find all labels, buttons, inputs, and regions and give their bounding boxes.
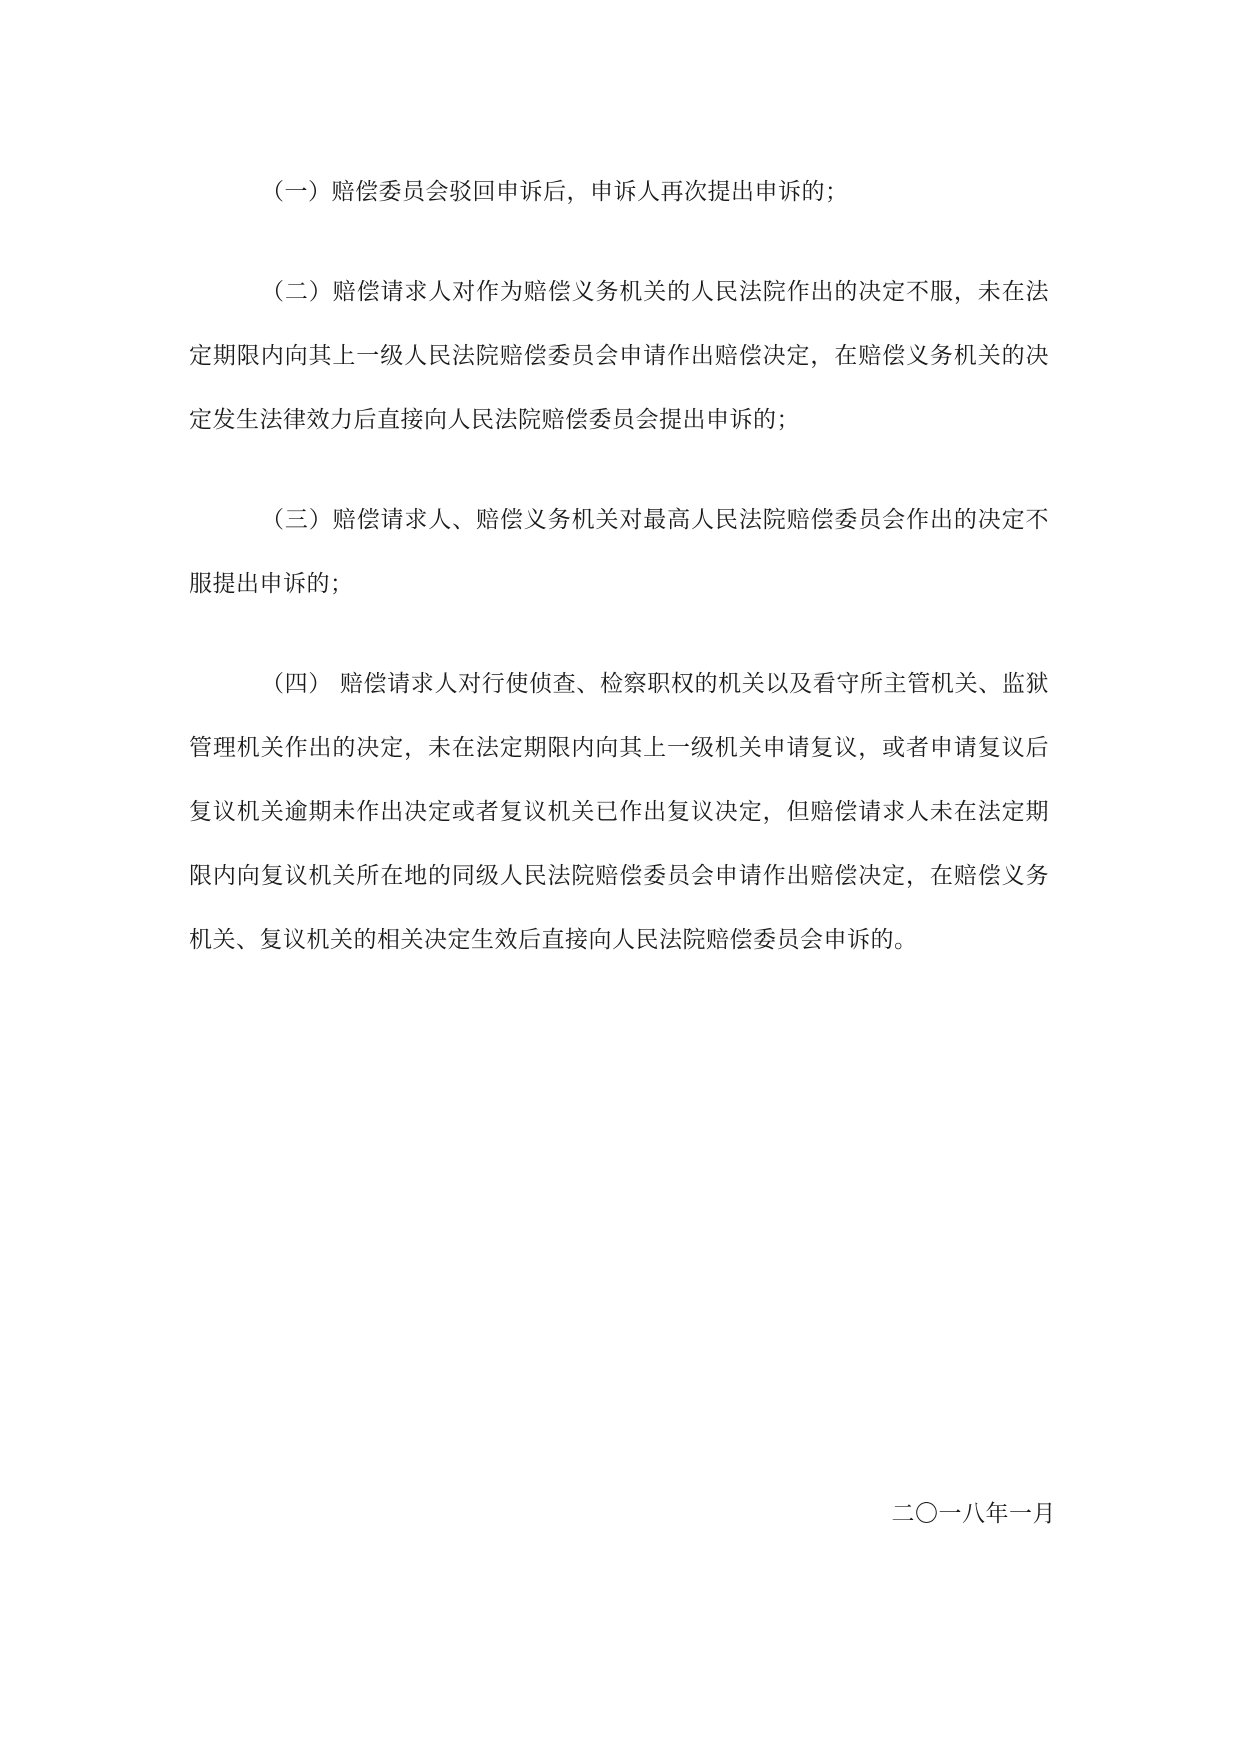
- paragraph-item-2: （二）赔偿请求人对作为赔偿义务机关的人民法院作出的决定不服，未在法定期限内向其上一级人民法院赔偿委员会申请作出赔偿决定，在赔偿义务机关的决定发生法律效力后直接向人民法院赔偿委员会提出申诉的；: [189, 279, 1049, 433]
- document-date: 二〇一八年一月: [891, 1501, 1056, 1527]
- document-body: [189, 160, 1049, 1008]
- paragraph-item-4: （四） 赔偿请求人对行使侦查、检察职权的机关以及看守所主管机关、监狱管理机关作出的决定，未在法定期限内向其上一级机关申请复议，或者申请复议后复议机关逾期未作出决定或者复议机关已作出复议决定，但赔偿请求人未在法定期限内向复议机关所在地的同级人民法院赔偿委员会申请作出赔偿决定，在赔偿义务机关、复议机关的相关决定生效后直接向人民法院赔偿委员会申诉的。: [189, 671, 1049, 953]
- paragraph-item-3: （三）赔偿请求人、赔偿义务机关对最高人民法院赔偿委员会作出的决定不服提出申诉的；: [189, 507, 1049, 597]
- paragraph-item-1: （一）赔偿委员会驳回申诉后，申诉人再次提出申诉的；: [261, 179, 849, 205]
